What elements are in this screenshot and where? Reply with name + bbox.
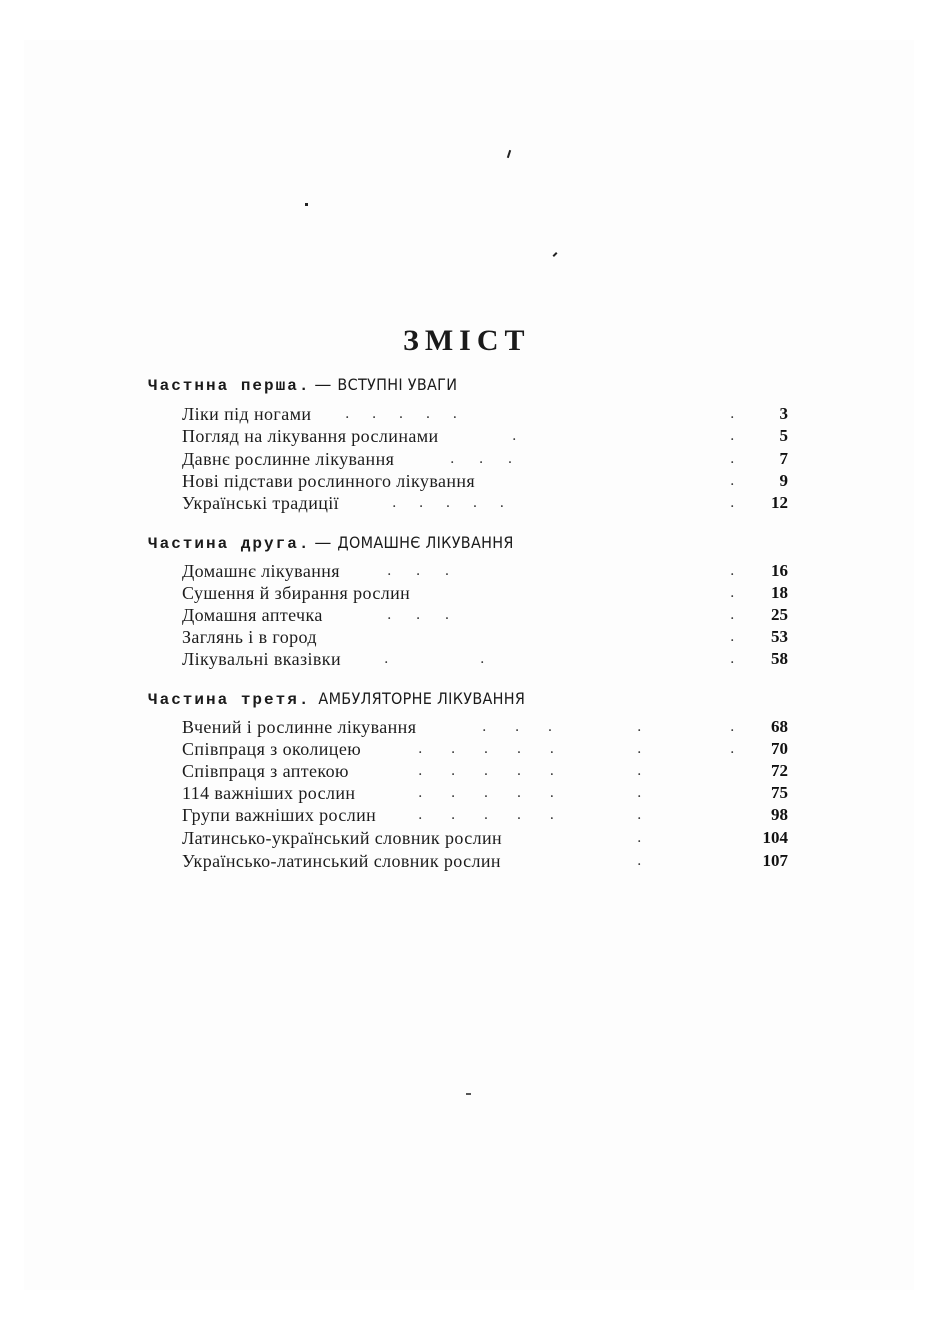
page-number: 5 bbox=[779, 426, 788, 445]
leader-dots: . . . bbox=[482, 719, 565, 735]
separator: — bbox=[314, 375, 332, 395]
leader-dots: . . . . . bbox=[418, 785, 567, 801]
toc-entry[interactable] bbox=[182, 850, 790, 872]
toc-entry[interactable] bbox=[182, 648, 790, 670]
entry-label: Групи важніших рослин bbox=[182, 805, 377, 825]
entry-label: Заглянь і в город bbox=[182, 627, 317, 647]
entry-label: Давнє рослинне лікування bbox=[182, 449, 395, 469]
leader-dots: . bbox=[637, 785, 642, 801]
leader-dots: . bbox=[480, 651, 485, 667]
page-number: 16 bbox=[771, 561, 788, 580]
toc-entry[interactable] bbox=[182, 760, 790, 782]
page-number: 25 bbox=[771, 605, 788, 624]
page-number: 72 bbox=[771, 761, 788, 780]
toc-entry[interactable] bbox=[182, 827, 790, 849]
page-number: 70 bbox=[771, 739, 788, 758]
entry-label: Українські традиції bbox=[182, 493, 340, 513]
entry-label: Вчений і рослинне лікування bbox=[182, 717, 417, 737]
leader-dots: . bbox=[730, 428, 735, 444]
part-label: Частнна перша. bbox=[148, 377, 311, 395]
scan-speck bbox=[466, 1093, 471, 1095]
entry-label: Співпраця з околицею bbox=[182, 739, 362, 759]
entry-label: Сушення й збирання рослин bbox=[182, 583, 411, 603]
page-number: 58 bbox=[771, 649, 788, 668]
leader-dots: . . . . . bbox=[418, 807, 567, 823]
toc-entry[interactable] bbox=[182, 425, 790, 447]
page-title: ЗМІСТ bbox=[403, 324, 531, 357]
leader-dots: . . . . . bbox=[418, 741, 567, 757]
leader-dots: . . . . . bbox=[392, 495, 514, 511]
entry-label: Ліки під ногами bbox=[182, 404, 312, 424]
leader-dots: . . . bbox=[387, 607, 460, 623]
section-title: ВСТУПНІ УВАГИ bbox=[337, 375, 458, 394]
page-number: 18 bbox=[771, 583, 788, 602]
page-number: 104 bbox=[762, 828, 788, 847]
part-label: Частина третя. bbox=[148, 691, 311, 709]
page-number: 7 bbox=[779, 449, 788, 468]
toc-entry[interactable] bbox=[182, 582, 790, 604]
leader-dots: . bbox=[730, 651, 735, 667]
leader-dots: . bbox=[730, 495, 735, 511]
page-number: 75 bbox=[771, 783, 788, 802]
leader-dots: . bbox=[730, 741, 735, 757]
leader-dots: . . . bbox=[450, 451, 523, 467]
leader-dots: . bbox=[637, 807, 642, 823]
scan-speck bbox=[305, 203, 308, 206]
toc-entry[interactable] bbox=[182, 448, 790, 470]
page-number: 12 bbox=[771, 493, 788, 512]
page-number: 9 bbox=[779, 471, 788, 490]
leader-dots: . bbox=[730, 719, 735, 735]
page-number: 3 bbox=[779, 404, 788, 423]
entry-label: Лікувальні вказівки bbox=[182, 649, 341, 669]
leader-dots: . bbox=[730, 473, 735, 489]
part-label: Частина друга. bbox=[148, 535, 311, 553]
leader-dots: . bbox=[730, 406, 735, 422]
leader-dots: . bbox=[730, 629, 735, 645]
page-number: 98 bbox=[771, 805, 788, 824]
toc-entry[interactable] bbox=[182, 626, 790, 648]
separator: — bbox=[314, 533, 332, 553]
leader-dots: . bbox=[730, 607, 735, 623]
leader-dots: . bbox=[384, 651, 389, 667]
leader-dots: . . . . . bbox=[345, 406, 467, 422]
part-heading-1 bbox=[148, 374, 457, 396]
leader-dots: . bbox=[512, 428, 517, 444]
toc-entry[interactable] bbox=[182, 492, 790, 514]
leader-dots: . bbox=[637, 741, 642, 757]
entry-label: Українсько-латинський словник рослин bbox=[182, 851, 501, 871]
toc-entry[interactable] bbox=[182, 560, 790, 582]
leader-dots: . bbox=[637, 763, 642, 779]
entry-label: Нові підстави рослинного лікування bbox=[182, 471, 476, 491]
section-title: ДОМАШНЄ ЛІКУВАННЯ bbox=[337, 533, 514, 552]
section-title: АМБУЛЯТОРНЕ ЛІКУВАННЯ bbox=[318, 689, 526, 708]
toc-entry[interactable] bbox=[182, 403, 790, 425]
entry-label: Латинсько-український словник рослин bbox=[182, 828, 503, 848]
page-number: 107 bbox=[762, 851, 788, 870]
part-heading-3 bbox=[148, 688, 525, 710]
leader-dots: . . . bbox=[387, 563, 460, 579]
leader-dots: . bbox=[637, 719, 642, 735]
toc-entry[interactable] bbox=[182, 738, 790, 760]
entry-label: 114 важніших рослин bbox=[182, 783, 356, 803]
entry-label: Домашня аптечка bbox=[182, 605, 323, 625]
entry-label: Співпраця з аптекою bbox=[182, 761, 349, 781]
leader-dots: . bbox=[730, 451, 735, 467]
leader-dots: . . . . . bbox=[418, 763, 567, 779]
page-number: 68 bbox=[771, 717, 788, 736]
leader-dots: . bbox=[637, 853, 642, 869]
leader-dots: . bbox=[730, 585, 735, 601]
entry-label: Погляд на лікування рослинами bbox=[182, 426, 439, 446]
toc-entry[interactable] bbox=[182, 470, 790, 492]
page-number: 53 bbox=[771, 627, 788, 646]
toc-entry[interactable] bbox=[182, 782, 790, 804]
part-heading-2 bbox=[148, 532, 514, 554]
leader-dots: . bbox=[730, 563, 735, 579]
toc-entry[interactable] bbox=[182, 716, 790, 738]
toc-entry[interactable] bbox=[182, 604, 790, 626]
toc-entry[interactable] bbox=[182, 804, 790, 826]
leader-dots: . bbox=[637, 830, 642, 846]
entry-label: Домашнє лікування bbox=[182, 561, 340, 581]
